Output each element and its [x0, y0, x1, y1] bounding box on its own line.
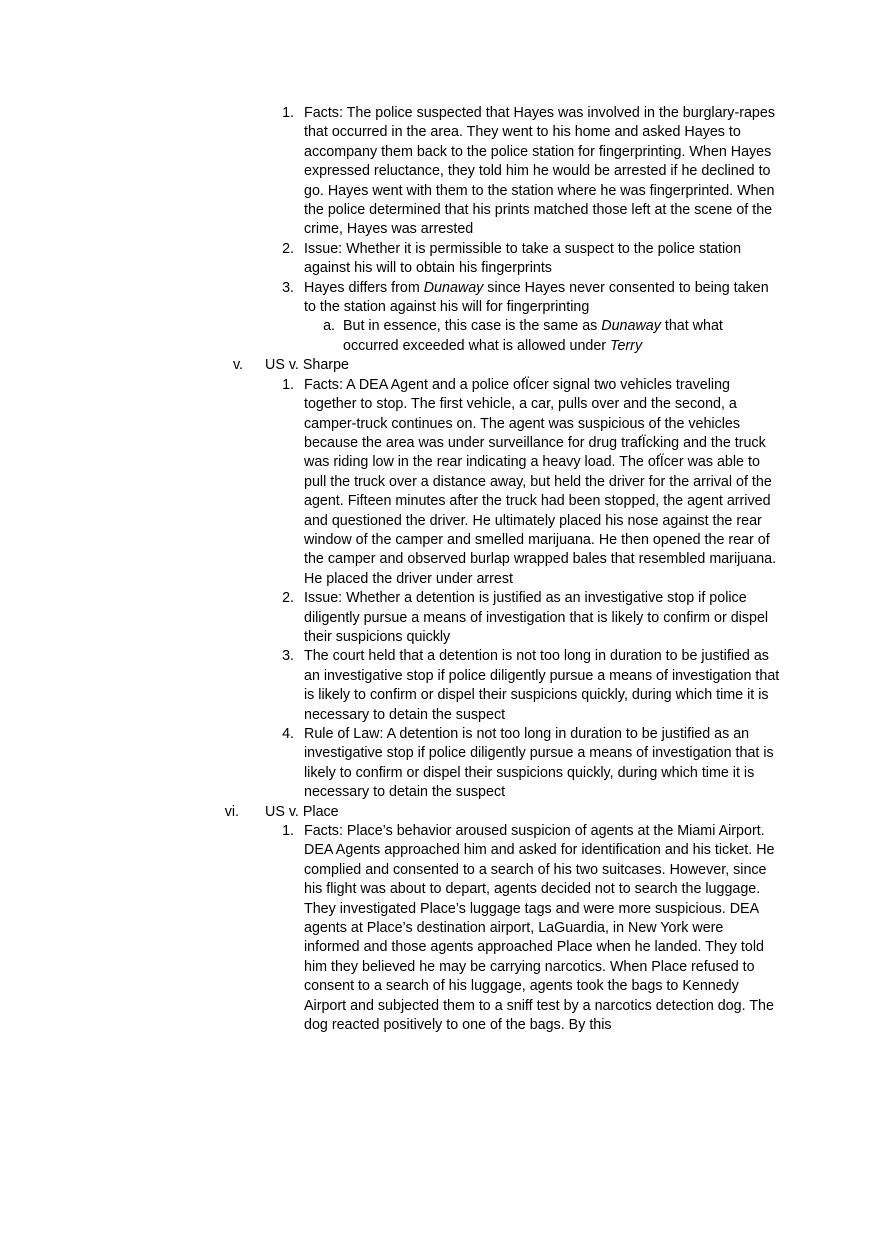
case-title: US v. Sharpe — [265, 357, 349, 374]
item-text: Issue: Whether a detention is justified as an investigative stop if police diligently pursue a means of investigation that is likely to confirm or dispel their suspicions quickly — [304, 590, 769, 645]
list-item — [282, 822, 780, 1035]
case-heading-sharpe — [232, 356, 765, 375]
outline-content — [0, 104, 880, 1036]
case-name-italic: Terry — [610, 337, 643, 354]
list-item — [282, 647, 780, 725]
list-item — [282, 240, 780, 279]
item-number: 3. — [282, 648, 294, 665]
item-text: Facts: Place’s behavior aroused suspicion of agents at the Miami Airport. DEA Agents approached him and asked for identification and his ticket. He complied and consented to a search of his two suitcases. However, since his flight was about to depart, agents decided not to search the luggage. They investigated Place’s luggage tags and were more suspicious. DEA agents at Place’s destination airport, LaGuardia, in New York were informed and those agents approached Place when he landed. They told him they believed he may be carrying narcotics. When Place refused to consent to a search of his luggage, agents took the bags to Kennedy Airport and subjected them to a sniff test by a narcotics detection dog. The dog reacted positively to one of the bags. By this — [304, 823, 775, 1034]
item-text: The court held that a detention is not too long in duration to be justified as an investigative stop if police diligently pursue a means of investigation that is likely to confirm or dispel their suspicions quickly, during which time it is necessary to detain the suspect — [304, 648, 780, 723]
item-letter: a. — [323, 318, 335, 335]
item-number: 1. — [282, 376, 294, 393]
item-number: 1. — [282, 823, 294, 840]
item-text: Facts: A DEA Agent and a police ofÏcer signal two vehicles traveling together to stop. The first vehicle, a car, pulls over and the second, a camper-truck continues on. The agent was suspicious of the vehicles because the area was under surveillance for drug trafÏcking and the truck was riding low in the rear indicating a heavy load. The ofÏcer was able to pull the truck over a distance away, but held the driver for the arrival of the agent. Fifteen minutes after the truck had been stopped, the agent arrived and questioned the driver. He ultimately placed his nose against the rear window of the camper and smelled marijuana. He then opened the rear of the camper and observed burlap wrapped bales that resembled marijuana. He placed the driver under arrest — [304, 376, 777, 587]
item-number: 2. — [282, 590, 294, 607]
item-text: Rule of Law: A detention is not too long in duration to be justified as an investigative stop if police diligently pursue a means of investigation that is likely to confirm or dispel their suspicions quickly, during which time it is necessary to detain the suspect — [304, 726, 774, 801]
list-item — [282, 376, 780, 589]
text-run: since Hayes never consented to being taken to the station against his will for fingerprinting — [304, 279, 769, 316]
item-text: Facts: The police suspected that Hayes was involved in the burglary-rapes that occurred in the area. They went to his home and asked Hayes to accompany them back to the police station for fingerprinting. When Hayes expressed reluctance, they told him he would be arrested if he declined to go. Hayes went with them to the station where he was fingerprinted. When the police determined that his prints matched those left at the scene of the crime, Hayes was arrested — [304, 105, 775, 238]
item-number: 1. — [282, 105, 294, 121]
text-run: But in essence, this case is the same as — [343, 318, 602, 335]
case-heading-place — [224, 803, 765, 822]
sub-list-item — [323, 317, 743, 356]
list-item — [282, 279, 780, 318]
item-number: 2. — [282, 240, 294, 257]
case-title: US v. Place — [265, 803, 339, 820]
case-name-italic: Dunaway — [601, 318, 661, 335]
item-text: Issue: Whether it is permissible to take a suspect to the police station against his will to obtain his fingerprints — [304, 240, 742, 277]
roman-numeral: vi. — [224, 803, 239, 820]
list-item — [282, 589, 780, 647]
list-item — [282, 725, 780, 803]
item-number: 3. — [282, 279, 294, 296]
text-run: Hayes differs from — [304, 279, 424, 296]
item-text — [343, 317, 743, 356]
text-run: that what occurred exceeded what is allowed under — [343, 318, 723, 354]
case-name-italic: Dunaway — [423, 279, 484, 296]
item-number: 4. — [282, 726, 294, 742]
list-item — [282, 104, 780, 240]
item-text — [304, 279, 780, 318]
roman-numeral: v. — [232, 357, 243, 374]
